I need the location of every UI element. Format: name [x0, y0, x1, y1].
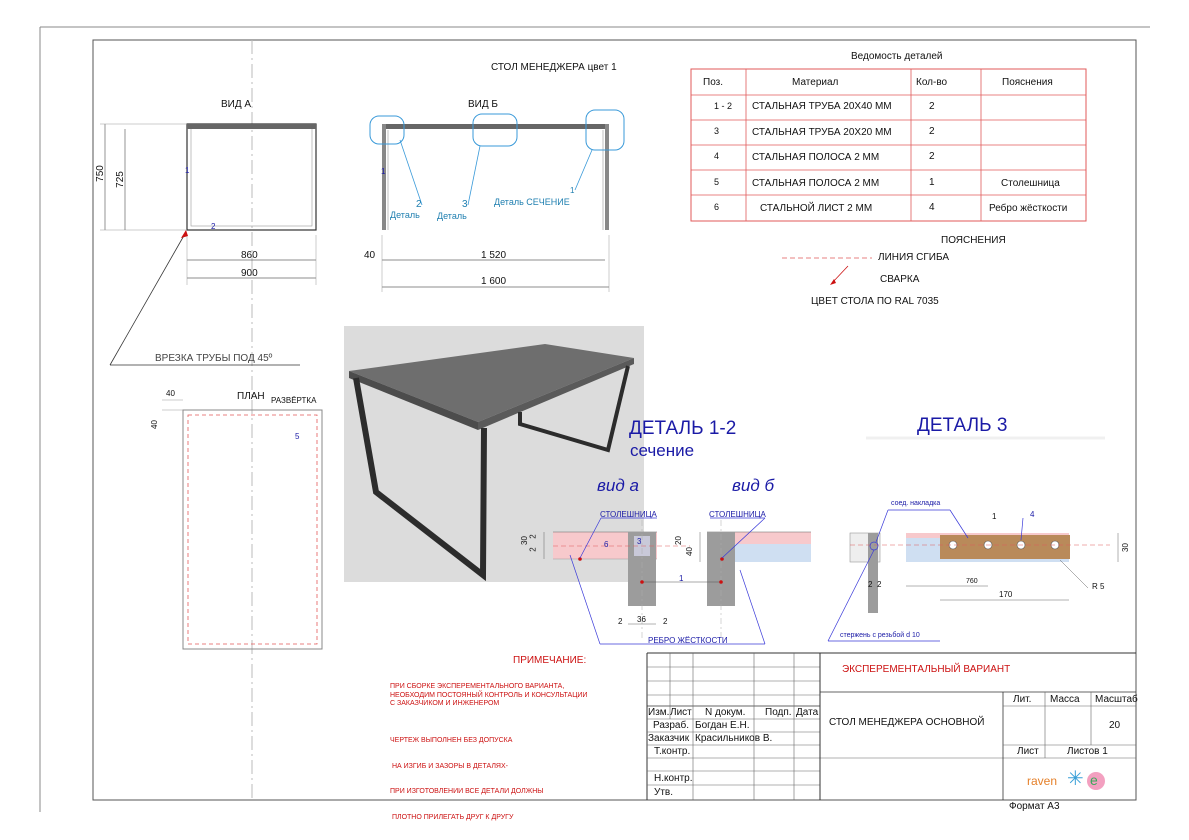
company-logo [1027, 766, 1107, 796]
table-row-1-qty: 2 [929, 101, 935, 112]
table-row-1-material: СТАЛЬНАЯ ТРУБА 20Х40 ММ [752, 101, 892, 112]
table-row-4-notes: Столешница [1001, 178, 1060, 189]
table-row-4-pos: 5 [714, 177, 720, 187]
detail3-r5: R 5 [1092, 582, 1105, 591]
dim-900: 900 [241, 268, 258, 279]
detail3-rod: стержень с резьбой d 10 [840, 632, 920, 639]
detail3-dim-760: 760 [966, 578, 978, 585]
table-row-4-qty: 1 [929, 177, 935, 188]
view-a-title: ВИД А [221, 99, 252, 110]
view-b-title: ВИД Б [468, 99, 498, 110]
view-b-label-1: 1 [381, 167, 386, 176]
tb-sheets-label: Листов 1 [1067, 746, 1108, 757]
tb-tkontr: Т.контр. [654, 746, 691, 757]
note-paragraph-2 [390, 720, 543, 831]
detail-dim-2b: 2 [528, 547, 538, 552]
tb-zakaz-name: Красильников В. [695, 733, 773, 744]
table-row-1-pos: 1 - 2 [714, 101, 733, 111]
detail-1-caption: Деталь СЕЧЕНИЕ [494, 197, 570, 207]
plan-title: ПЛАН [237, 391, 265, 402]
detail-tabletop-2: СТОЛЕШНИЦА [709, 510, 766, 519]
view-b-label-2: 2 [416, 199, 422, 210]
tb-lit: Лит. [1013, 694, 1032, 705]
detail-tabletop-1: СТОЛЕШНИЦА [600, 510, 657, 519]
detail3-dim-2b: 2 [877, 580, 882, 589]
tb-col-izm: Изм. [648, 707, 670, 718]
legend-title: ПОЯСНЕНИЯ [941, 235, 1006, 246]
cut-note: ВРЕЗКА ТРУБЫ ПОД 45º [155, 353, 273, 364]
detail3-n4: 4 [1030, 510, 1035, 519]
view-a-label-1: 1 [185, 166, 190, 175]
detail-view-a: вид а [597, 476, 639, 495]
tb-scale-label: Масштаб [1095, 694, 1138, 705]
detail-n3: 3 [637, 537, 642, 546]
tb-razrab-name: Богдан Е.Н. [695, 720, 750, 731]
table-row-5-material: СТАЛЬНОЙ ЛИСТ 2 ММ [760, 203, 873, 214]
tb-nkontr: Н.контр. [654, 773, 693, 784]
detail-n6: 6 [604, 540, 609, 549]
detail-dim-2a: 2 [528, 534, 538, 539]
logo-text-left: raven [1027, 774, 1058, 788]
detail-3-title: ДЕТАЛЬ 3 [917, 415, 1008, 436]
table-row-3-material: СТАЛЬНАЯ ПОЛОСА 2 ММ [752, 152, 880, 163]
table-header-qty: Кол-во [916, 77, 948, 88]
view-b-label-1b: 1 [570, 186, 575, 195]
tb-scale-value: 20 [1109, 720, 1121, 731]
detail-12-subtitle: сечение [630, 441, 695, 460]
table-header-material: Материал [792, 77, 839, 88]
detail-2-caption: Деталь [390, 210, 420, 220]
dim-1520: 1 520 [481, 250, 507, 261]
tb-col-sign: Подп. [765, 707, 792, 718]
note-line: ПРИ СБОРКЕ ЭКСПЕРЕМЕНТАЛЬНОГО ВАРИАНТА, [390, 683, 565, 690]
detail-12-title: ДЕТАЛЬ 1-2 [629, 418, 737, 439]
table-header-pos: Поз. [703, 77, 723, 88]
detail-dim-2d: 2 [663, 617, 668, 626]
detail-dim-20: 20 [673, 536, 683, 545]
sheet-title: СТОЛ МЕНЕДЖЕРА цвет 1 [491, 62, 617, 73]
plan-subtitle: РАЗВЁРТКА [271, 396, 317, 405]
dim-1600: 1 600 [481, 276, 507, 287]
view-b-label-3: 3 [462, 199, 468, 210]
legend-color: ЦВЕТ СТОЛА ПО RAL 7035 [811, 296, 939, 307]
plan-label-5: 5 [295, 432, 300, 441]
tb-sheet-label: Лист [1017, 746, 1039, 757]
table-row-3-pos: 4 [714, 151, 720, 161]
dim-860: 860 [241, 250, 258, 261]
detail-view-b: вид б [732, 476, 775, 495]
table-row-5-pos: 6 [714, 202, 720, 212]
table-row-2-pos: 3 [714, 126, 720, 136]
note-line: ПРИ ИЗГОТОВЛЕНИИ ВСЕ ДЕТАЛИ ДОЛЖНЫ [390, 788, 544, 795]
detail-dim-36: 36 [637, 615, 646, 624]
sheet-format: Формат А3 [1009, 801, 1060, 812]
title-block-name: СТОЛ МЕНЕДЖЕРА ОСНОВНОЙ [829, 717, 985, 728]
note-line: НЕОБХОДИМ ПОСТОЯНЫЙ КОНТРОЛЬ И КОНСУЛЬТАЦИИ [390, 691, 588, 699]
note-title: ПРИМЕЧАНИЕ: [513, 655, 587, 666]
table-header-notes: Пояснения [1002, 77, 1053, 88]
table-row-3-qty: 2 [929, 151, 935, 162]
note-paragraph-1 [390, 683, 587, 709]
note-line: С ЗАКАЗЧИКОМ И ИНЖЕНЕРОМ [390, 700, 500, 707]
detail-joint: соед. накладка [891, 500, 941, 507]
tb-zakaz-label: Заказчик [648, 733, 690, 744]
logo-star-icon: ✳ [1067, 768, 1084, 790]
detail-dim-30: 30 [519, 536, 529, 545]
logo-text-right: e [1090, 772, 1098, 788]
detail-n1: 1 [679, 574, 684, 583]
tb-col-date: Дата [796, 707, 819, 718]
detail3-dim-30: 30 [1120, 543, 1130, 552]
parts-table-title: Ведомость деталей [851, 51, 943, 62]
tb-massa: Масса [1050, 694, 1080, 705]
dim-725: 725 [114, 171, 126, 188]
view-a-label-2: 2 [211, 222, 216, 231]
plan-dim-40-top: 40 [166, 389, 175, 398]
legend-bend: ЛИНИЯ СГИБА [878, 252, 949, 263]
detail-3-caption: Деталь [437, 211, 467, 221]
detail-dim-40: 40 [684, 547, 694, 556]
detail3-dim-2a: 2 [868, 580, 873, 589]
table-row-2-material: СТАЛЬНАЯ ТРУБА 20Х20 ММ [752, 127, 892, 138]
table-row-5-notes: Ребро жёсткости [989, 203, 1068, 214]
dim-40: 40 [364, 250, 376, 261]
legend-weld: СВАРКА [880, 274, 920, 285]
detail-rib: РЕБРО ЖЁСТКОСТИ [648, 636, 728, 645]
detail3-dim-170: 170 [999, 590, 1013, 599]
tb-utv: Утв. [654, 787, 674, 798]
note-line: НА ИЗГИБ И ЗАЗОРЫ В ДЕТАЛЯХ- [390, 762, 508, 770]
table-row-2-qty: 2 [929, 126, 935, 137]
tb-razrab-label: Разраб. [653, 720, 690, 731]
note-line: ПЛОТНО ПРИЛЕГАТЬ ДРУГ К ДРУГУ [390, 813, 514, 821]
plan-dim-40-left: 40 [149, 420, 159, 429]
tb-col-doc: N докум. [705, 707, 746, 718]
note-line: ЧЕРТЕЖ ВЫПОЛНЕН БЕЗ ДОПУСКА [390, 737, 513, 744]
detail-dim-2c: 2 [618, 617, 623, 626]
table-row-5-qty: 4 [929, 202, 935, 213]
table-row-4-material: СТАЛЬНАЯ ПОЛОСА 2 ММ [752, 178, 880, 189]
dim-750: 750 [94, 165, 106, 182]
tb-col-list: Лист [670, 707, 692, 718]
detail3-n1: 1 [992, 512, 997, 521]
title-block-variant: ЭКСПЕРЕМЕНТАЛЬНЫЙ ВАРИАНТ [842, 664, 1011, 675]
